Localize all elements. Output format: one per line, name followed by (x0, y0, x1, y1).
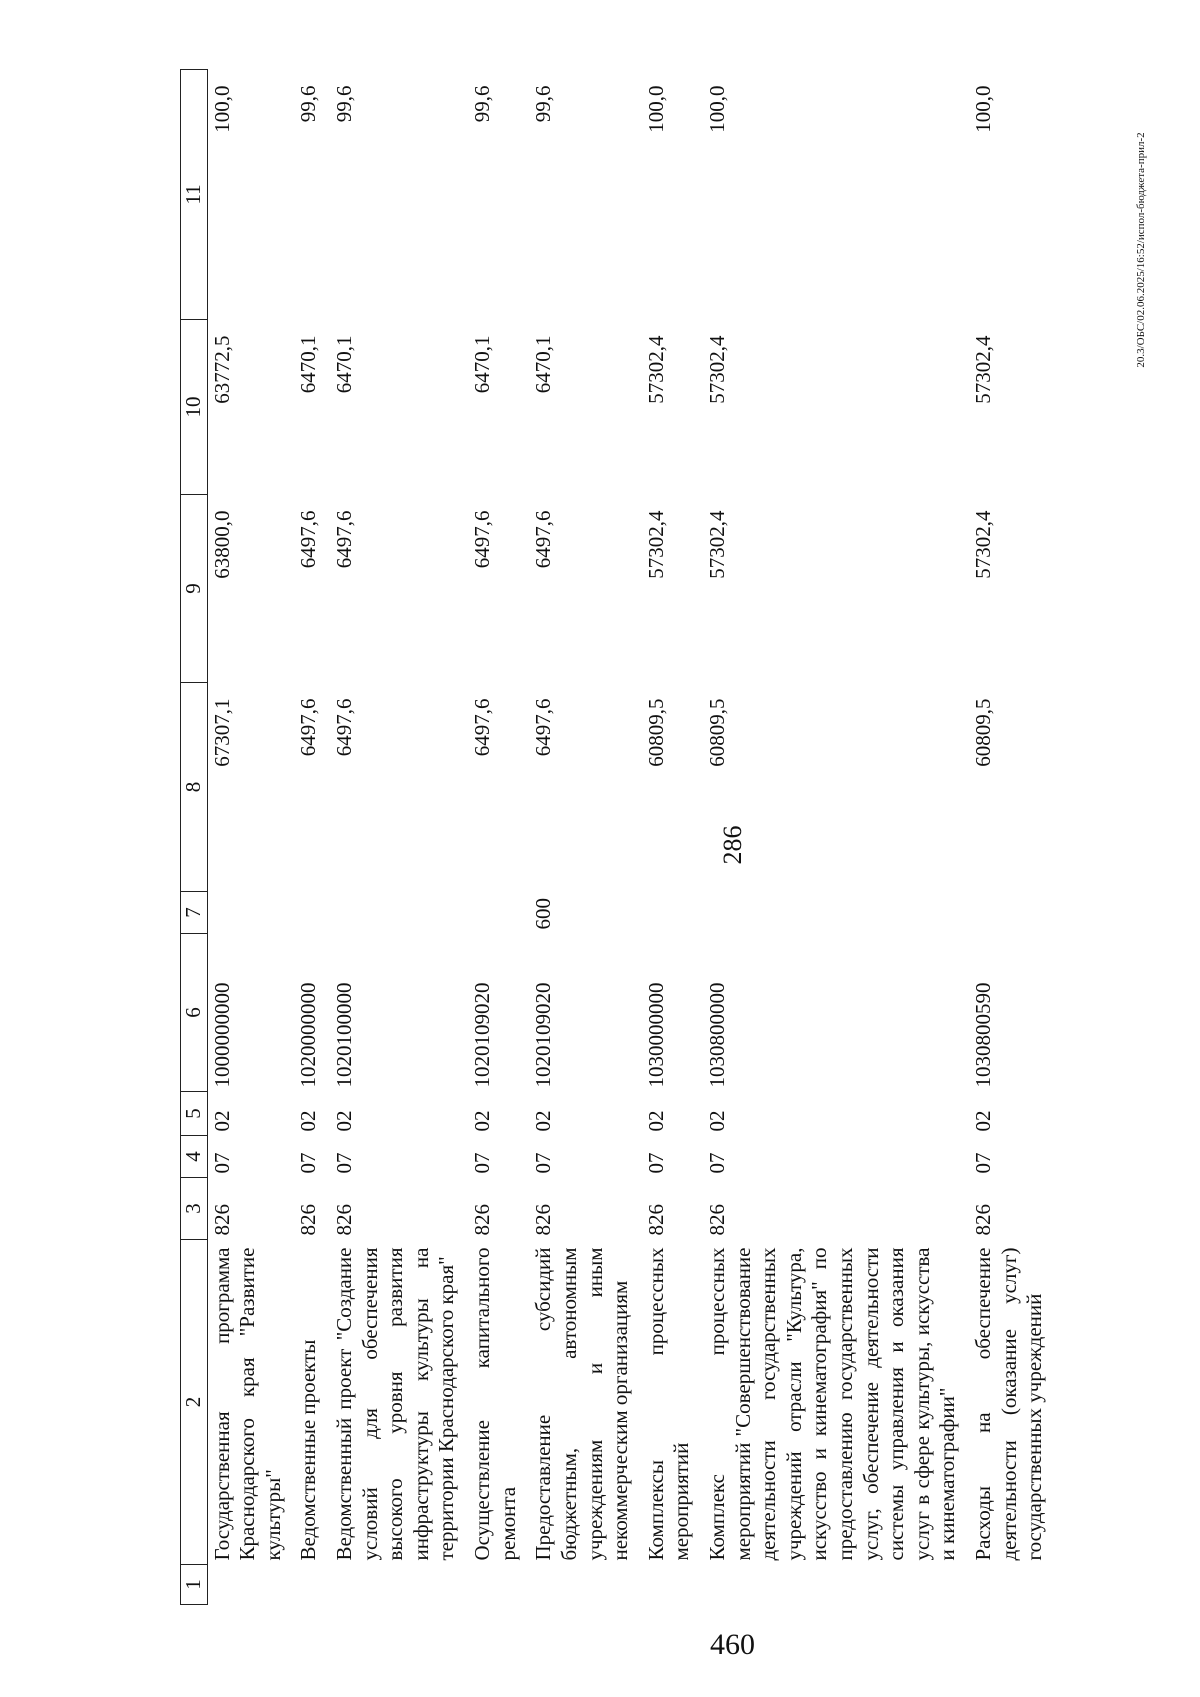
table-cell: 1020000000 (296, 982, 321, 1088)
table-cell: 826 (296, 1204, 321, 1236)
footer-file-meta: 20.3/ОБС/02.06.2025/16:52/испол-бюджета-прил-2 (1135, 132, 1147, 368)
column-header: 3 (181, 1178, 208, 1240)
row-name-cell: Предоставление субсидий бюджетным, автономным учреждениям и иным некоммерческим организациям (531, 1247, 633, 1561)
table-cell: 57302,4 (704, 510, 729, 579)
table-cell: 02 (332, 1110, 357, 1132)
table-cell: 826 (704, 1204, 729, 1236)
table-cell: 07 (296, 1152, 321, 1174)
table-cell: 07 (332, 1152, 357, 1174)
table-cell: 60809,5 (643, 698, 668, 767)
table-cell: 57302,4 (971, 510, 996, 579)
table-cell: 6497,6 (296, 510, 321, 569)
budget-table-rotated (180, 70, 1060, 1605)
table-cell (330, 1565, 468, 1605)
table-cell: 57302,4 (971, 335, 996, 404)
table-cell: 6470,1 (470, 335, 495, 394)
table-cell: 02 (704, 1110, 729, 1132)
table-cell: 57302,4 (704, 335, 729, 404)
table-cell: 6470,1 (332, 335, 357, 394)
column-header: 11 (181, 70, 208, 320)
table-cell (330, 892, 468, 934)
table-cell: 99,6 (332, 85, 357, 123)
table-cell: 1020100000 (332, 982, 357, 1088)
column-header: 8 (181, 683, 208, 892)
table-row (642, 70, 703, 1605)
table-cell: 826 (332, 1204, 357, 1236)
column-header: 6 (181, 934, 208, 1092)
table-cell: 07 (643, 1152, 668, 1174)
table-cell: 02 (971, 1110, 996, 1132)
table-cell: 6497,6 (332, 698, 357, 757)
table-cell: 1030000000 (643, 982, 668, 1088)
table-cell: 1030800000 (704, 982, 729, 1088)
table-cell (294, 1565, 330, 1605)
table-cell (969, 1565, 1056, 1605)
table-cell: 1020109020 (531, 982, 556, 1088)
column-header: 10 (181, 320, 208, 495)
table-cell: 07 (531, 1152, 556, 1174)
column-header: 2 (181, 1240, 208, 1565)
column-header: 7 (181, 892, 208, 934)
row-name-cell: Осуществление капитального ремонта (470, 1247, 520, 1561)
table-cell: 67307,1 (209, 698, 234, 767)
table-cell: 1020109020 (470, 982, 495, 1088)
table-cell: 6497,6 (296, 698, 321, 757)
table-cell: 07 (470, 1152, 495, 1174)
table-row (703, 70, 969, 1605)
table-cell: 600 (531, 898, 556, 930)
column-header: 4 (181, 1136, 208, 1178)
row-name-cell: Комплекс процессных мероприятий "Совершенствование деятельности государственных учреждений отрасли "Культура, искусство и кинематография" по предоставлению государственных услуг, обеспечение деятельности системы управления и оказания услуг в сфере культуры, искусства и кинематографии" (704, 1247, 960, 1561)
table-cell: 99,6 (296, 85, 321, 123)
column-header: 9 (181, 495, 208, 683)
table-cell: 02 (531, 1110, 556, 1132)
table-cell: 6497,6 (531, 510, 556, 569)
table-cell: 826 (470, 1204, 495, 1236)
table-cell (529, 1565, 641, 1605)
table-cell: 6497,6 (470, 510, 495, 569)
table-cell: 6470,1 (531, 335, 556, 394)
table-cell (703, 892, 969, 934)
row-name-cell: Ведомственный проект "Создание условий для обеспечения высокого уровня развития инфраструктуры культуры на территории Краснодарского края" (332, 1247, 459, 1561)
table-row (294, 70, 330, 1605)
table-cell (703, 1565, 969, 1605)
row-name-cell: Комплексы процессных мероприятий (643, 1247, 694, 1561)
table-cell: 100,0 (971, 85, 996, 133)
row-name-cell: Ведомственные проекты (296, 1339, 321, 1561)
table-cell: 826 (971, 1204, 996, 1236)
column-header: 5 (181, 1092, 208, 1136)
table-cell: 99,6 (470, 85, 495, 123)
table-cell: 07 (209, 1152, 234, 1174)
row-name-cell: Государственная программа Краснодарского края "Развитие культуры" (209, 1247, 285, 1561)
table-header-row (181, 70, 208, 1605)
table-cell: 57302,4 (643, 510, 668, 579)
table-cell (969, 892, 1056, 934)
table-cell: 99,6 (531, 85, 556, 123)
table-row (969, 70, 1056, 1605)
row-name-cell: Расходы на обеспечение деятельности (оказание услуг) государственных учреждений (971, 1247, 1047, 1561)
table-cell (642, 1565, 703, 1605)
table-cell: 63772,5 (209, 335, 234, 404)
table-cell: 07 (971, 1152, 996, 1174)
table-cell: 1030800590 (971, 982, 996, 1088)
table-cell: 6497,6 (531, 698, 556, 757)
table-cell (207, 892, 294, 934)
table-cell: 100,0 (209, 85, 234, 133)
table-cell (468, 892, 529, 934)
table-row (529, 70, 641, 1605)
table-cell: 826 (531, 1204, 556, 1236)
table-cell: 02 (209, 1110, 234, 1132)
table-cell: 6497,6 (332, 510, 357, 569)
table-cell: 60809,5 (704, 698, 729, 767)
budget-table (180, 69, 1056, 1605)
table-cell: 1000000000 (209, 982, 234, 1088)
footer-page-number: 460 (710, 1628, 755, 1661)
table-cell: 57302,4 (643, 335, 668, 404)
table-cell: 02 (296, 1110, 321, 1132)
table-cell: 02 (643, 1110, 668, 1132)
table-cell: 826 (209, 1204, 234, 1236)
table-cell: 60809,5 (971, 698, 996, 767)
table-cell: 07 (704, 1152, 729, 1174)
table-cell (294, 892, 330, 934)
table-cell: 63800,0 (209, 510, 234, 579)
table-cell: 100,0 (704, 85, 729, 133)
table-row (330, 70, 468, 1605)
table-cell: 100,0 (643, 85, 668, 133)
table-row (468, 70, 529, 1605)
table-row (207, 70, 294, 1605)
table-cell (642, 892, 703, 934)
table-cell: 6497,6 (470, 698, 495, 757)
column-header: 1 (181, 1565, 208, 1605)
table-cell: 826 (643, 1204, 668, 1236)
table-cell (207, 1565, 294, 1605)
header-page-number: 286 (718, 825, 747, 865)
table-cell (468, 1565, 529, 1605)
table-cell: 02 (470, 1110, 495, 1132)
table-cell: 6470,1 (296, 335, 321, 394)
